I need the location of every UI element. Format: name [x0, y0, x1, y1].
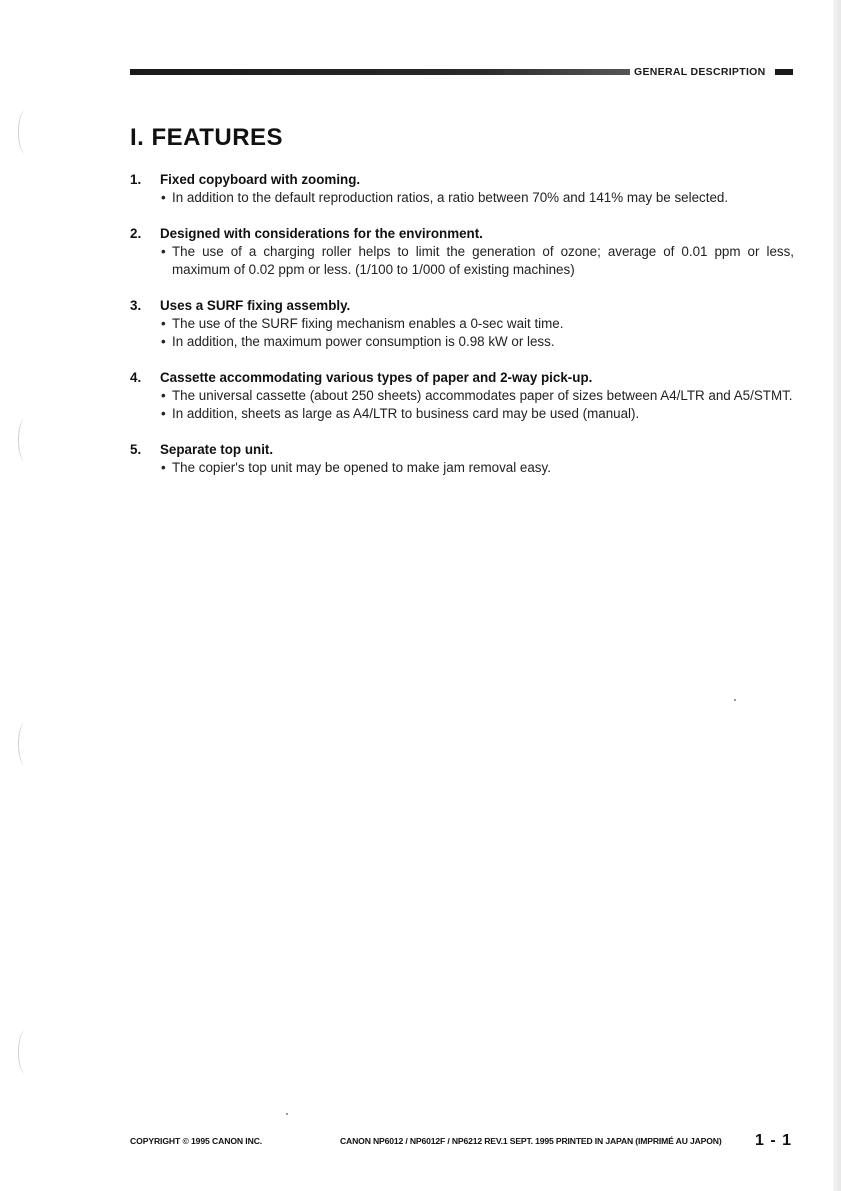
- bullet-icon: •: [161, 244, 166, 259]
- bullet-item: [130, 459, 794, 477]
- bullet-icon: •: [161, 406, 166, 421]
- bullet-text: In addition to the default reproduction ratios, a ratio between 70% and 141% may be selected.: [172, 190, 729, 205]
- page-title: I. FEATURES: [130, 124, 284, 151]
- feature-title: Cassette accommodating various types of paper and 2-way pick-up.: [160, 370, 593, 385]
- footer-model-info: CANON NP6012 / NP6012F / NP6212 REV.1 SEPT. 1995 PRINTED IN JAPAN (IMPRIMÉ AU JAPON): [340, 1136, 722, 1146]
- feature-title: Uses a SURF fixing assembly.: [160, 298, 351, 313]
- binder-hole-mark: [18, 722, 33, 766]
- feature-number: 4.: [130, 370, 142, 385]
- bullet-text: The universal cassette (about 250 sheets) accommodates paper of sizes between A4/LTR and A5/STMT.: [172, 388, 793, 403]
- scan-speck: [734, 699, 736, 701]
- bullet-item: [130, 189, 794, 207]
- feature-number: 3.: [130, 298, 142, 313]
- bullet-icon: •: [161, 334, 166, 349]
- bullet-item: [130, 405, 794, 423]
- feature-item: [130, 369, 794, 423]
- bullet-icon: •: [161, 190, 166, 205]
- bullet-text: The use of a charging roller helps to limit the generation of ozone; average of 0.01 ppm or less, maximum of 0.02 ppm or less. (1/100 to 1/000 of existing machines): [172, 244, 794, 277]
- feature-number: 5.: [130, 442, 142, 457]
- bullet-item: [130, 243, 794, 279]
- bullet-icon: •: [161, 388, 166, 403]
- bullet-text: The use of the SURF fixing mechanism enables a 0-sec wait time.: [172, 316, 564, 331]
- feature-title: Designed with considerations for the environment.: [160, 226, 483, 241]
- feature-number: 1.: [130, 172, 142, 187]
- footer-copyright: COPYRIGHT © 1995 CANON INC.: [130, 1136, 263, 1146]
- feature-item: [130, 171, 794, 207]
- bullet-icon: •: [161, 460, 166, 475]
- header-rule-end: [775, 69, 793, 75]
- feature-heading: [130, 369, 794, 387]
- bullet-text: In addition, the maximum power consumption is 0.98 kW or less.: [172, 334, 555, 349]
- binder-hole-mark: [18, 110, 33, 154]
- feature-item: [130, 441, 794, 477]
- page-number: 1 - 1: [755, 1132, 793, 1149]
- scan-speck: [286, 1113, 288, 1115]
- feature-number: 2.: [130, 226, 142, 241]
- header-rule: [130, 69, 630, 75]
- section-header-title: GENERAL DESCRIPTION: [634, 66, 766, 78]
- bullet-icon: •: [161, 316, 166, 331]
- feature-heading: [130, 441, 794, 459]
- feature-item: [130, 297, 794, 351]
- bullet-text: The copier's top unit may be opened to make jam removal easy.: [172, 460, 551, 475]
- bullet-text: In addition, sheets as large as A4/LTR to business card may be used (manual).: [172, 406, 640, 421]
- feature-title: Fixed copyboard with zooming.: [160, 172, 361, 187]
- binder-hole-mark: [18, 1030, 33, 1074]
- feature-heading: [130, 297, 794, 315]
- bullet-item: [130, 315, 794, 333]
- feature-heading: [130, 225, 794, 243]
- feature-list: [130, 171, 794, 495]
- bullet-item: [130, 387, 794, 405]
- bullet-item: [130, 333, 794, 351]
- page-edge-shadow: [833, 0, 841, 1191]
- binder-hole-mark: [18, 418, 33, 462]
- feature-heading: [130, 171, 794, 189]
- feature-title: Separate top unit.: [160, 442, 274, 457]
- feature-item: [130, 225, 794, 279]
